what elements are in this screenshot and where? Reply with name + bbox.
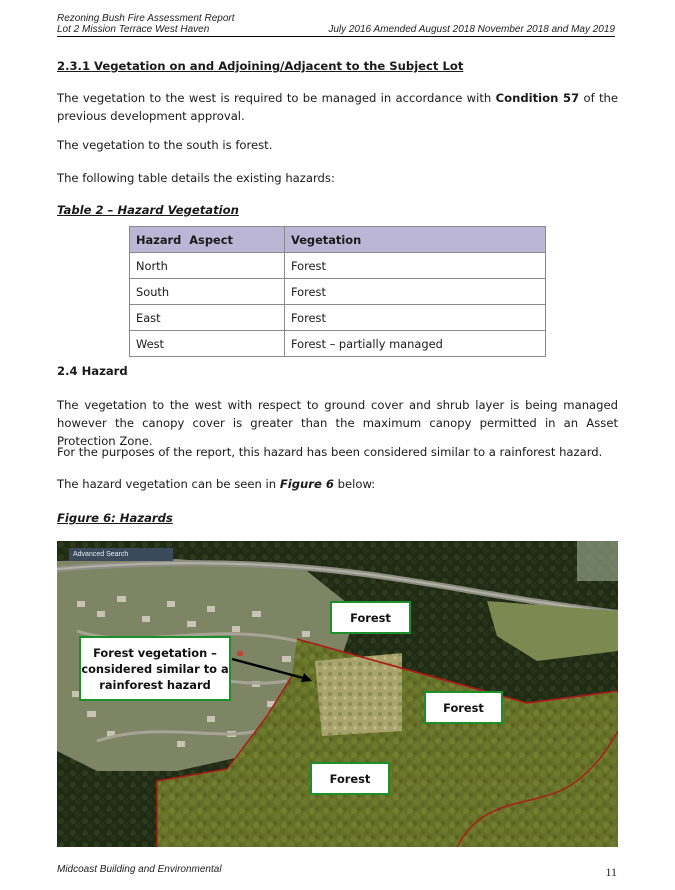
paragraph-west-vegetation	[57, 89, 618, 125]
para-text: The vegetation to the west is required to be managed in accordance with	[57, 91, 496, 105]
footer-company: Midcoast Building and Environmental	[57, 864, 222, 875]
para-text: The hazard vegetation can be seen in	[57, 477, 280, 491]
figure-ref: Figure 6	[279, 477, 334, 491]
cell-aspect: East	[130, 305, 285, 331]
figure-caption: Figure 6: Hazards	[57, 511, 173, 525]
hazard-aerial-map	[57, 541, 618, 847]
table-row	[130, 331, 546, 357]
cell-aspect: South	[130, 279, 285, 305]
paragraph-figure-ref	[57, 475, 618, 493]
header-vegetation: Vegetation	[285, 227, 546, 253]
table-row	[130, 279, 546, 305]
condition-ref: Condition 57	[495, 91, 580, 105]
table-caption: Table 2 – Hazard Vegetation	[57, 203, 239, 217]
table-row	[130, 253, 546, 279]
advanced-search-toolbar: Advanced Search	[69, 548, 173, 561]
label-line: considered similar to a	[81, 661, 229, 676]
header-rule	[57, 36, 615, 37]
cell-vegetation: Forest	[285, 279, 546, 305]
label-line: rainforest hazard	[99, 677, 211, 692]
hazard-table	[129, 226, 546, 357]
subject-lot	[315, 653, 402, 736]
cell-aspect: West	[130, 331, 285, 357]
label-forest-east: Forest	[424, 691, 503, 724]
paragraph-canopy: The vegetation to the west with respect to ground cover and shrub layer is being managed however the canopy cover is greater than the maximum canopy permitted in an Asset Protection Zone.	[57, 398, 618, 448]
section-heading-24: 2.4 Hazard	[57, 364, 128, 378]
paragraph-rainforest: For the purposes of the report, this hazard has been considered similar to a rainforest hazard.	[57, 445, 603, 459]
report-title: Rezoning Bush Fire Assessment Report	[57, 13, 235, 24]
label-rainforest-hazard	[79, 636, 231, 701]
table-row	[130, 305, 546, 331]
para-text: below:	[333, 477, 376, 491]
label-line: Forest vegetation –	[93, 645, 217, 660]
report-subject: Lot 2 Mission Terrace West Haven	[57, 24, 210, 35]
paragraph-table-intro: The following table details the existing hazards:	[57, 171, 335, 185]
cell-vegetation: Forest – partially managed	[285, 331, 546, 357]
page-number: 11	[605, 865, 617, 879]
cell-vegetation: Forest	[285, 305, 546, 331]
cell-vegetation: Forest	[285, 253, 546, 279]
paragraph-south-vegetation: The vegetation to the south is forest.	[57, 138, 273, 152]
cell-aspect: North	[130, 253, 285, 279]
table-header-row	[130, 227, 546, 253]
section-heading-231: 2.3.1 Vegetation on and Adjoining/Adjacent to the Subject Lot	[57, 59, 464, 73]
report-subheader	[57, 24, 615, 35]
label-forest-south: Forest	[310, 762, 390, 795]
para-text: of the previous development approval.	[57, 91, 618, 123]
header-aspect: Hazard Aspect	[130, 227, 285, 253]
report-dates: July 2016 Amended August 2018 November 2018 and May 2019	[328, 24, 615, 35]
label-forest-north: Forest	[330, 601, 411, 634]
